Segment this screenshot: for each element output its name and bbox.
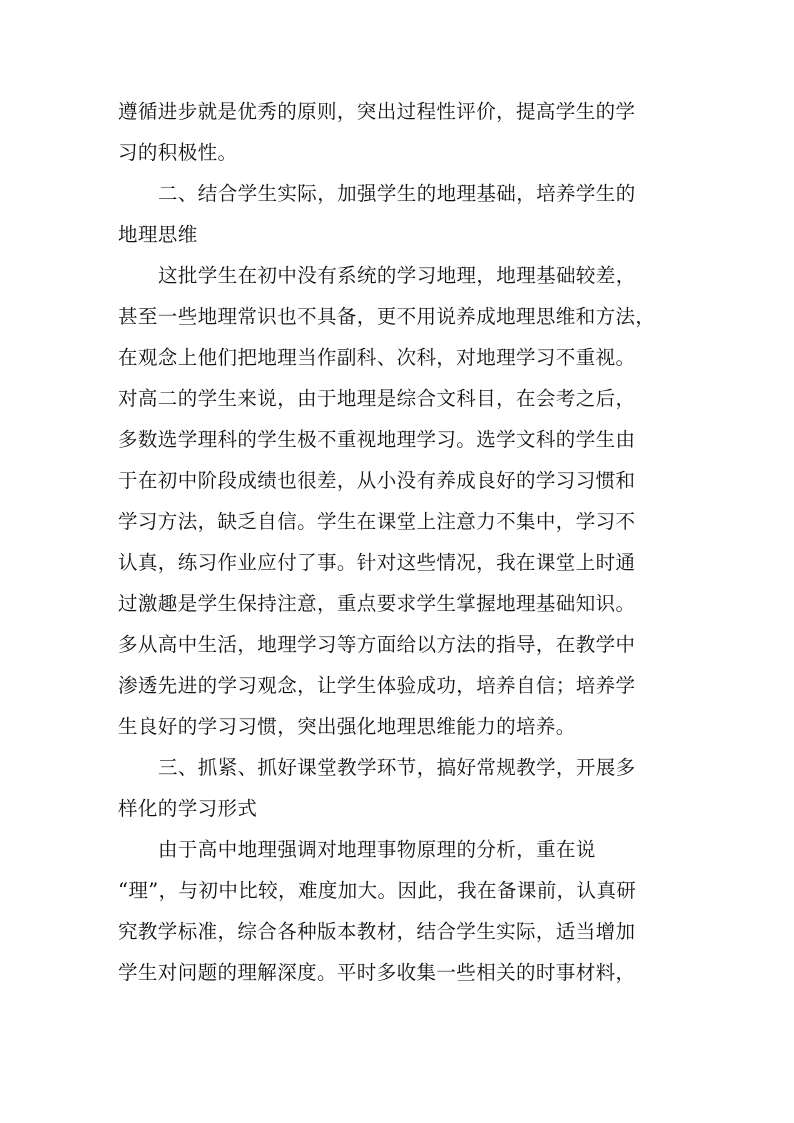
paragraph-line: 过激趣是学生保持注意，重点要求学生掌握地理基础知识。 (118, 592, 636, 615)
paragraph-line: 认真，练习作业应付了事。针对这些情况，我在课堂上时通 (118, 551, 636, 574)
paragraph-line: 究教学标准，综合各种版本教材，结合学生实际，适当增加 (118, 920, 636, 943)
paragraph-line: 学习方法，缺乏自信。学生在课堂上注意力不集中，学习不 (118, 510, 636, 533)
paragraph-line: 于在初中阶段成绩也很差，从小没有养成良好的学习习惯和 (118, 469, 636, 492)
paragraph-line: 多数选学理科的学生极不重视地理学习。选学文科的学生由 (118, 428, 636, 451)
section-heading-line: 二、结合学生实际，加强学生的地理基础，培养学生的 (158, 182, 636, 205)
paragraph-line: 学生对问题的理解深度。平时多收集一些相关的时事材料， (118, 961, 636, 984)
paragraph-line: 渗透先进的学习观念，让学生体验成功，培养自信；培养学 (118, 674, 636, 697)
section-heading-line: 样化的学习形式 (118, 797, 258, 820)
paragraph-line: 由于高中地理强调对地理事物原理的分析，重在说 (158, 838, 596, 861)
section-heading-line: 三、抓紧、抓好课堂教学环节，搞好常规教学，开展多 (158, 756, 636, 779)
paragraph-line: 对高二的学生来说，由于地理是综合文科目，在会考之后， (118, 387, 636, 410)
paragraph-line: 甚至一些地理常识也不具备，更不用说养成地理思维和方法， (118, 305, 656, 328)
paragraph-line: 遵循进步就是优秀的原则，突出过程性评价，提高学生的学 (118, 100, 636, 123)
section-heading-line: 地理思维 (118, 223, 198, 246)
paragraph-line: 在观念上他们把地理当作副科、次科，对地理学习不重视。 (118, 346, 636, 369)
paragraph-line: 这批学生在初中没有系统的学习地理，地理基础较差， (158, 264, 636, 287)
paragraph-line: 生良好的学习习惯，突出强化地理思维能力的培养。 (118, 715, 576, 738)
paragraph-line: 多从高中生活，地理学习等方面给以方法的指导，在教学中 (118, 633, 636, 656)
paragraph-line: 习的积极性。 (118, 141, 238, 164)
paragraph-line: “理”，与初中比较，难度加大。因此，我在备课前，认真研 (118, 879, 637, 902)
